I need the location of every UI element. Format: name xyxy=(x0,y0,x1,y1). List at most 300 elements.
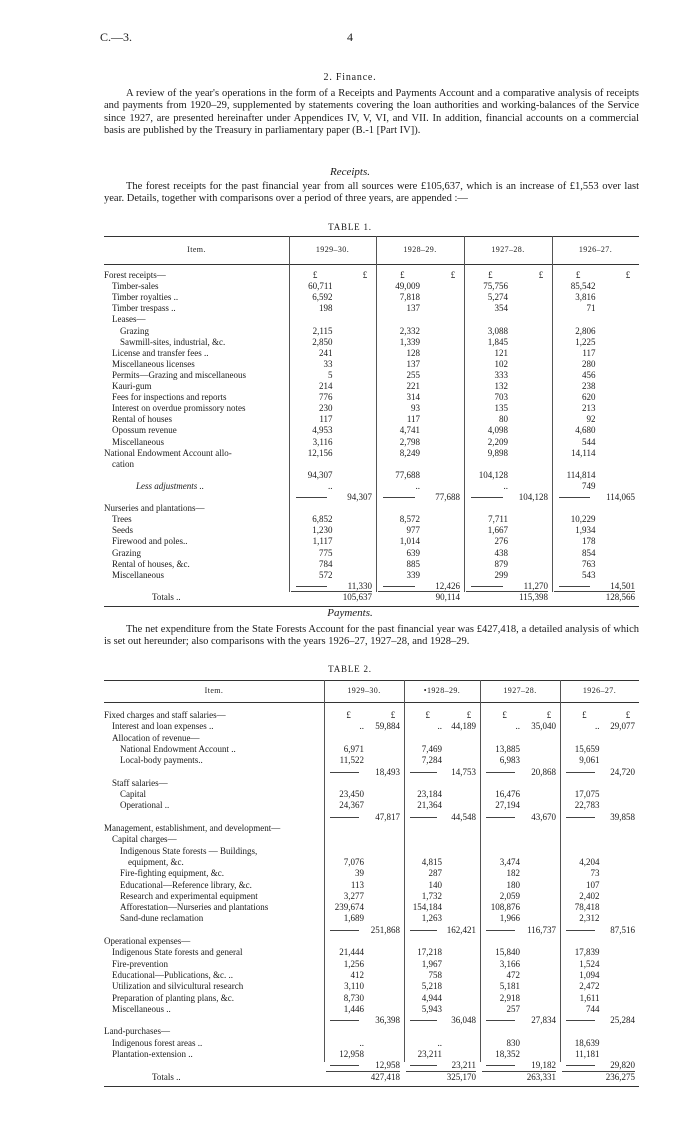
receipts-cell-value: 280 xyxy=(582,358,596,369)
receipts-row-label: Firewood and poles.. xyxy=(112,536,188,547)
payments-subtotal-rule xyxy=(410,772,437,773)
table2-caption: TABLE 2. xyxy=(328,664,372,674)
receipts-subtotal-rule xyxy=(559,586,590,587)
receipts-cell-value: 438 xyxy=(494,547,508,558)
payments-row xyxy=(104,936,639,947)
receipts-row xyxy=(104,303,639,314)
receipts-subtotal-rule xyxy=(383,586,415,587)
receipts-cell-value: 1,667 xyxy=(487,525,508,536)
receipts-cell-value: 6,852 xyxy=(312,514,333,525)
receipts-cell-value: 221 xyxy=(406,381,420,391)
receipts-cell-value: 2,850 xyxy=(312,336,333,347)
receipts-cell-value: £ xyxy=(400,270,405,280)
payments-cell-value: 27,834 xyxy=(531,1015,556,1026)
payments-cell-value: 44,548 xyxy=(451,811,476,822)
payments-cell-value: 180 xyxy=(506,879,520,890)
payments-cell-value: 36,398 xyxy=(375,1015,400,1026)
payments-subtotal-rule xyxy=(410,1020,437,1021)
payments-row xyxy=(104,1049,639,1060)
payments-cell-value: 1,689 xyxy=(343,913,364,924)
payments-row-label: Educational—Publications, &c. .. xyxy=(112,969,233,980)
payments-row xyxy=(104,744,639,755)
receipts-row xyxy=(104,292,639,303)
payments-cell-value: 11,181 xyxy=(575,1049,600,1059)
payments-row-label: Management, establishment, and development— xyxy=(104,823,281,833)
payments-row xyxy=(104,868,639,879)
payments-cell-value: 154,184 xyxy=(412,902,442,913)
receipts-cell-value: .. xyxy=(328,480,333,491)
payments-cell-value: 47,817 xyxy=(375,811,400,822)
payments-cell-value: 27,194 xyxy=(495,800,520,811)
payments-cell-value: 22,783 xyxy=(574,800,600,811)
payments-row-label: National Endowment Account .. xyxy=(120,743,236,754)
receipts-cell-value: 2,209 xyxy=(487,436,508,447)
payments-row xyxy=(104,846,639,857)
payments-cell-value: 2,312 xyxy=(579,913,600,924)
receipts-row xyxy=(104,414,639,425)
payments-cell-value: 1,094 xyxy=(579,969,600,980)
payments-cell-value: 73 xyxy=(590,868,600,879)
payments-total-rule xyxy=(562,1071,635,1072)
receipts-row-label: Seeds xyxy=(112,525,133,536)
page-number: 4 xyxy=(347,30,353,44)
receipts-cell-value: 117 xyxy=(406,414,420,425)
payments-cell-value: 1,966 xyxy=(499,913,520,924)
receipts-cell-value: 12,156 xyxy=(307,447,333,458)
receipts-cell-value: 33 xyxy=(323,358,333,369)
payments-subtotal-rule xyxy=(486,1065,515,1066)
payments-cell-value: 78,418 xyxy=(574,902,600,913)
receipts-cell-value: 299 xyxy=(494,569,508,580)
receipts-cell-value: 8,572 xyxy=(399,514,420,525)
payments-cell-value: .. xyxy=(359,721,364,732)
payments-subtotal-rule xyxy=(330,1020,359,1021)
intro-paragraph: A review of the year's operations in the form of a Receipts and Payments Account and a comparative analysis of receipts and payments from 1920–29, supplemented by statements covering the loan authorities and working-balances of the Service since 1927, are presented hereinafter under Appendices IV, V, VI, and VII. In addition, financial accounts on a commercial basis are published by the Treasury in parliamentary paper (B.-1 [Part IV]). xyxy=(104,88,639,137)
payments-cell-value: 87,516 xyxy=(610,924,635,935)
payments-row xyxy=(104,834,639,845)
payments-cell-value: 263,331 xyxy=(526,1071,556,1082)
payments-subtotal-rule xyxy=(566,1020,594,1021)
payments-total-rule xyxy=(406,1071,476,1072)
payments-cell-value: £ xyxy=(502,710,507,720)
receipts-top-rule xyxy=(104,236,639,237)
payments-cell-value: 472 xyxy=(506,969,520,980)
receipts-cell-value: 7,818 xyxy=(399,292,420,303)
payments-heading: Payments. xyxy=(327,607,373,619)
payments-cell-value: 107 xyxy=(586,879,600,890)
receipts-cell-value: £ xyxy=(312,270,318,280)
receipts-cell-value: 354 xyxy=(494,303,508,314)
receipts-cell-value: 104,128 xyxy=(518,492,548,502)
payments-subtotal-rule xyxy=(486,772,515,773)
payments-bottom-rule xyxy=(104,1086,639,1087)
receipts-row xyxy=(104,514,639,525)
payments-cell-value: 6,971 xyxy=(343,743,364,754)
payments-row xyxy=(104,721,639,732)
payments-cell-value: 182 xyxy=(506,868,520,879)
receipts-cell-value: 775 xyxy=(319,547,333,558)
payments-totals-row xyxy=(104,1072,639,1083)
payments-row-label: Operational expenses— xyxy=(104,936,191,946)
receipts-cell-value: 4,953 xyxy=(312,425,333,436)
payments-cell-value: 23,184 xyxy=(417,789,442,800)
receipts-cell-value: 11,270 xyxy=(523,580,548,591)
receipts-column-header: Item. xyxy=(187,245,206,254)
payments-cell-value: 1,524 xyxy=(579,958,600,969)
payments-row-label: equipment, &c. xyxy=(128,856,184,867)
receipts-cell-value: 3,116 xyxy=(312,436,333,447)
payments-row xyxy=(104,857,639,868)
payments-row-label: Totals .. xyxy=(152,1071,181,1082)
payments-row xyxy=(104,1038,639,1049)
payments-row-label: Indigenous State forests — Buildings, xyxy=(120,845,258,856)
receipts-row xyxy=(104,403,639,414)
receipts-total-rule xyxy=(554,591,635,592)
document-reference: C.—3. xyxy=(100,30,133,44)
receipts-row-label: Rental of houses, &c. xyxy=(112,558,190,569)
receipts-cell-value: 5 xyxy=(328,369,333,380)
receipts-cell-value: 60,711 xyxy=(308,281,333,292)
receipts-row xyxy=(104,348,639,359)
payments-cell-value: 15,659 xyxy=(574,743,600,754)
payments-cell-value: 13,885 xyxy=(495,743,520,754)
payments-cell-value: 3,277 xyxy=(343,890,364,901)
receipts-cell-value: 9,898 xyxy=(487,447,508,458)
payments-cell-value: 2,472 xyxy=(579,981,600,992)
payments-row-label: Utilization and silvicultural research xyxy=(112,981,244,992)
receipts-row-label: Rental of houses xyxy=(112,414,172,425)
payments-cell-value: 257 xyxy=(506,1003,520,1014)
payments-row xyxy=(104,925,639,936)
receipts-row-label: Timber royalties .. xyxy=(112,292,179,303)
receipts-row-label: License and transfer fees .. xyxy=(112,347,209,358)
payments-cell-value: 6,983 xyxy=(499,755,520,766)
receipts-cell-value: 314 xyxy=(406,392,420,403)
receipts-row xyxy=(104,559,639,570)
payments-cell-value: 4,815 xyxy=(421,856,442,867)
payments-cell-value: 427,418 xyxy=(370,1071,400,1082)
receipts-row xyxy=(104,536,639,547)
receipts-row-label: Kauri-gum xyxy=(112,381,152,391)
payments-cell-value: 412 xyxy=(350,969,364,980)
payments-row-label: Fire-prevention xyxy=(112,958,168,969)
payments-cell-value: 4,204 xyxy=(579,856,600,867)
receipts-cell-value: 1,934 xyxy=(575,525,596,536)
payments-cell-value: 7,076 xyxy=(343,856,364,867)
receipts-cell-value: 49,009 xyxy=(395,281,420,292)
receipts-row xyxy=(104,525,639,536)
receipts-row xyxy=(104,425,639,436)
payments-cell-value: 21,444 xyxy=(339,947,364,958)
receipts-row-label: Less adjustments .. xyxy=(136,480,205,491)
receipts-row-label: Grazing xyxy=(112,547,141,558)
payments-cell-value: 162,421 xyxy=(446,924,476,935)
receipts-cell-value: 639 xyxy=(406,547,420,558)
receipts-cell-value: 132 xyxy=(494,381,508,391)
payments-row-label: Indigenous State forests and general xyxy=(112,947,243,958)
payments-cell-value: 23,211 xyxy=(417,1049,442,1059)
payments-row xyxy=(104,767,639,778)
receipts-cell-value: 7,711 xyxy=(488,514,508,525)
receipts-cell-value: 12,426 xyxy=(435,580,460,591)
receipts-table xyxy=(104,236,639,602)
payments-row xyxy=(104,733,639,744)
payments-cell-value: 4,944 xyxy=(421,992,442,1003)
receipts-row xyxy=(104,381,639,392)
payments-table xyxy=(104,680,639,1082)
payments-cell-value: 251,868 xyxy=(370,924,400,935)
payments-cell-value: 1,256 xyxy=(343,958,364,969)
receipts-cell-value: 703 xyxy=(494,392,508,403)
receipts-cell-value: 121 xyxy=(494,347,508,358)
payments-cell-value: 1,732 xyxy=(421,890,442,901)
payments-cell-value: 239,674 xyxy=(334,902,364,913)
receipts-cell-value: 620 xyxy=(582,392,596,403)
payments-cell-value: .. xyxy=(359,1037,364,1048)
payments-row xyxy=(104,812,639,823)
payments-row-label: Staff salaries— xyxy=(112,777,168,788)
payments-cell-value: 116,737 xyxy=(527,924,556,935)
payments-cell-value: 59,884 xyxy=(375,721,400,732)
payments-cell-value: 39,858 xyxy=(610,811,635,822)
payments-row-label: Land-purchases— xyxy=(104,1026,170,1037)
payments-column-header: 1929–30. xyxy=(347,686,381,695)
receipts-row xyxy=(104,270,639,281)
payments-cell-value: 18,639 xyxy=(574,1037,600,1048)
payments-cell-value: 23,450 xyxy=(339,789,364,800)
receipts-paragraph: The forest receipts for the past financial year from all sources were £105,637, which is an increase of £1,553 over last year. Details, together with comparisons over a period of three years, are appended :— xyxy=(104,181,639,205)
payments-cell-value: 24,720 xyxy=(610,766,635,777)
payments-row xyxy=(104,1026,639,1037)
receipts-row xyxy=(104,470,639,481)
payments-cell-value: 29,820 xyxy=(610,1060,635,1071)
receipts-row-label: Miscellaneous xyxy=(112,569,164,580)
payments-row xyxy=(104,970,639,981)
receipts-cell-value: 4,741 xyxy=(399,425,420,436)
payments-cell-value: 14,753 xyxy=(451,766,476,777)
receipts-row xyxy=(104,281,639,292)
receipts-cell-value: 213 xyxy=(582,403,596,414)
payments-subtotal-rule xyxy=(410,817,437,818)
payments-cell-value: 35,040 xyxy=(531,721,556,732)
payments-cell-value: 17,839 xyxy=(574,947,600,958)
receipts-cell-value: 1,117 xyxy=(312,536,333,547)
payments-cell-value: 236,275 xyxy=(605,1071,635,1082)
payments-cell-value: 23,211 xyxy=(451,1060,476,1071)
payments-cell-value: £ xyxy=(546,710,552,720)
payments-row xyxy=(104,981,639,992)
receipts-subtotal-rule xyxy=(296,497,327,498)
payments-row xyxy=(104,913,639,924)
payments-subtotal-rule xyxy=(566,930,594,931)
receipts-row-label: Grazing xyxy=(120,325,149,336)
payments-cell-value: 3,110 xyxy=(344,981,364,992)
receipts-cell-value: 4,680 xyxy=(575,425,596,436)
receipts-cell-value: 94,307 xyxy=(307,469,333,480)
payments-cell-value: 21,364 xyxy=(417,800,442,811)
receipts-cell-value: 10,229 xyxy=(570,514,596,525)
receipts-cell-value: 276 xyxy=(494,536,508,547)
payments-row xyxy=(104,778,639,789)
receipts-cell-value: 572 xyxy=(319,569,333,580)
receipts-cell-value: 77,688 xyxy=(435,492,460,502)
payments-subtotal-rule xyxy=(566,1065,594,1066)
receipts-cell-value: £ xyxy=(488,270,493,280)
receipts-subtotal-rule xyxy=(296,586,327,587)
payments-cell-value: 18,352 xyxy=(495,1049,520,1059)
receipts-row xyxy=(104,392,639,403)
receipts-cell-value: 80 xyxy=(499,414,508,425)
receipts-cell-value: 128 xyxy=(406,347,420,358)
receipts-column-header: 1926–27. xyxy=(578,245,613,254)
receipts-subtotal-rule xyxy=(471,497,503,498)
payments-row xyxy=(104,947,639,958)
receipts-row-label: National Endowment Account allo- xyxy=(104,447,232,458)
receipts-subtotal-rule xyxy=(383,497,415,498)
receipts-row xyxy=(104,370,639,381)
payments-cell-value: 2,402 xyxy=(579,890,600,901)
payments-cell-value: 140 xyxy=(428,879,442,890)
receipts-cell-value: 238 xyxy=(582,381,596,391)
payments-row xyxy=(104,880,639,891)
receipts-cell-value: 2,806 xyxy=(575,325,596,336)
receipts-cell-value: 543 xyxy=(582,569,596,580)
receipts-cell-value: 93 xyxy=(411,403,420,414)
payments-cell-value: 16,476 xyxy=(495,789,520,800)
payments-cell-value: 744 xyxy=(586,1003,600,1014)
payments-cell-value: 15,840 xyxy=(495,947,520,958)
payments-cell-value: 39 xyxy=(355,868,364,879)
receipts-cell-value: 75,756 xyxy=(483,281,508,292)
payments-paragraph: The net expenditure from the State Forests Account for the past financial year was £427,418, a detailed analysis of which is set out hereunder; also comparisons with the years 1926–27, 1927–28, and 1928–29. xyxy=(104,624,639,648)
payments-cell-value: 325,170 xyxy=(446,1071,476,1082)
receipts-cell-value: 776 xyxy=(319,392,333,403)
receipts-cell-value: 137 xyxy=(406,303,420,314)
receipts-cell-value: £ xyxy=(625,270,631,280)
payments-cell-value: 1,611 xyxy=(579,992,600,1003)
receipts-cell-value: 854 xyxy=(582,547,596,558)
receipts-cell-value: 885 xyxy=(406,558,420,569)
receipts-cell-value: 977 xyxy=(406,525,420,536)
payments-cell-value: 113 xyxy=(350,879,364,890)
receipts-cell-value: 135 xyxy=(494,403,508,414)
receipts-cell-value: 92 xyxy=(586,414,596,425)
receipts-cell-value: 128,566 xyxy=(605,591,635,602)
payments-row-label: Research and experimental equipment xyxy=(120,890,258,901)
payments-cell-value: 758 xyxy=(428,969,442,980)
payments-column-header: 1926–27. xyxy=(582,686,617,695)
payments-cell-value: £ xyxy=(425,710,430,720)
receipts-row xyxy=(104,548,639,559)
receipts-row-label: Nurseries and plantations— xyxy=(104,503,205,514)
payments-cell-value: 17,218 xyxy=(417,947,442,958)
section-title: 2. Finance. xyxy=(323,72,377,83)
receipts-cell-value: 8,249 xyxy=(399,447,420,458)
receipts-subtotal-rule xyxy=(559,497,590,498)
receipts-cell-value: 255 xyxy=(406,369,420,380)
receipts-row-label: Opossum revenue xyxy=(112,425,177,436)
payments-top-rule xyxy=(104,680,639,681)
payments-cell-value: .. xyxy=(595,721,600,732)
payments-row xyxy=(104,1004,639,1015)
payments-subtotal-rule xyxy=(486,817,515,818)
receipts-cell-value: 2,115 xyxy=(312,325,333,336)
receipts-cell-value: 1,014 xyxy=(399,536,420,547)
receipts-cell-value: 5,274 xyxy=(487,292,508,303)
payments-cell-value: £ xyxy=(390,710,396,720)
payments-cell-value: 17,075 xyxy=(574,789,600,800)
payments-cell-value: 1,967 xyxy=(421,958,442,969)
receipts-heading: Receipts. xyxy=(329,166,370,178)
receipts-row xyxy=(104,459,639,470)
payments-cell-value: £ xyxy=(625,710,631,720)
receipts-cell-value: 105,637 xyxy=(342,591,372,602)
receipts-cell-value: 241 xyxy=(319,347,333,358)
payments-subtotal-rule xyxy=(486,1020,515,1021)
receipts-cell-value: 94,307 xyxy=(347,492,372,502)
receipts-cell-value: 114,814 xyxy=(566,469,596,480)
table1-caption: TABLE 1. xyxy=(328,222,372,232)
receipts-cell-value: £ xyxy=(450,270,456,280)
receipts-subtotal-rule xyxy=(471,586,503,587)
payments-subtotal-rule xyxy=(330,1065,359,1066)
receipts-row xyxy=(104,492,639,503)
payments-cell-value: 19,182 xyxy=(531,1060,556,1071)
receipts-cell-value: 11,330 xyxy=(347,580,372,591)
receipts-total-rule xyxy=(291,591,372,592)
receipts-cell-value: 1,225 xyxy=(575,336,596,347)
payments-row-label: Educational—Reference library, &c. xyxy=(120,879,252,890)
payments-total-rule xyxy=(482,1071,556,1072)
receipts-cell-value: 90,114 xyxy=(435,591,460,602)
payments-cell-value: 2,059 xyxy=(499,890,520,901)
receipts-cell-value: 456 xyxy=(582,369,596,380)
payments-row xyxy=(104,755,639,766)
payments-cell-value: 12,958 xyxy=(339,1049,364,1059)
payments-cell-value: .. xyxy=(515,721,520,732)
payments-row xyxy=(104,993,639,1004)
receipts-column-header: 1928–29. xyxy=(403,245,437,254)
payments-subtotal-rule xyxy=(486,930,515,931)
receipts-cell-value: 117 xyxy=(319,414,333,425)
receipts-row xyxy=(104,326,639,337)
receipts-cell-value: 214 xyxy=(319,381,333,391)
payments-subtotal-rule xyxy=(410,1065,437,1066)
payments-cell-value: 7,469 xyxy=(421,743,442,754)
payments-cell-value: 43,670 xyxy=(531,811,556,822)
payments-cell-value: 36,048 xyxy=(451,1015,476,1026)
receipts-row xyxy=(104,481,639,492)
payments-row xyxy=(104,891,639,902)
receipts-cell-value: 544 xyxy=(582,436,596,447)
payments-column-header: Item. xyxy=(204,686,224,695)
payments-cell-value: 2,918 xyxy=(499,992,520,1003)
payments-cell-value: 12,958 xyxy=(375,1060,400,1071)
receipts-cell-value: 3,088 xyxy=(487,325,508,336)
payments-row-label: Capital charges— xyxy=(112,834,177,845)
receipts-row xyxy=(104,503,639,514)
payments-row-label: Miscellaneous .. xyxy=(112,1003,171,1014)
payments-cell-value: 830 xyxy=(506,1037,520,1048)
payments-row xyxy=(104,959,639,970)
receipts-row-label: Permits—Grazing and miscellaneous xyxy=(112,369,246,380)
receipts-cell-value: 2,332 xyxy=(399,325,420,336)
payments-subtotal-rule xyxy=(330,930,359,931)
receipts-row-label: Timber trespass .. xyxy=(112,303,176,314)
receipts-row-label: Fees for inspections and reports xyxy=(112,392,227,403)
payments-cell-value: 8,730 xyxy=(343,992,364,1003)
payments-cell-value: 3,166 xyxy=(499,958,520,969)
